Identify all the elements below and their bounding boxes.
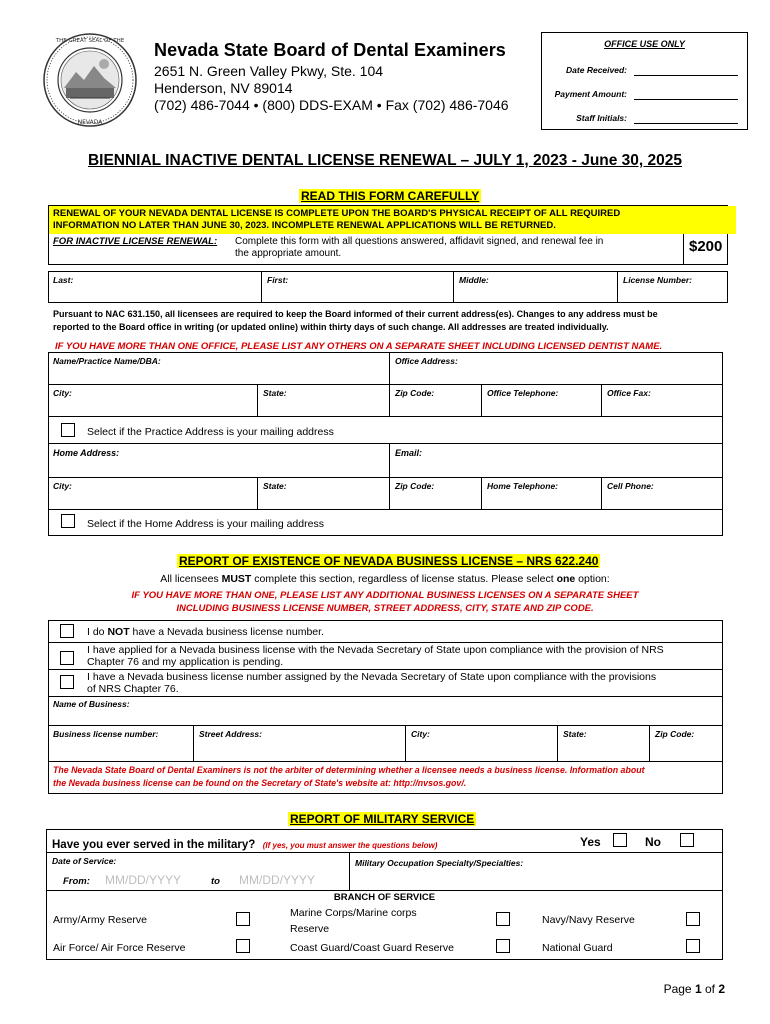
- military-question-note: (If yes, you must answer the questions below): [262, 841, 438, 850]
- applied-business-license-line1: I have applied for a Nevada business license with the Nevada Secretary of State upon compliance with the provision of NRS: [87, 644, 664, 656]
- navy-label: Navy/Navy Reserve: [542, 914, 635, 926]
- home-state-label: State:: [263, 481, 287, 491]
- to-label: to: [211, 876, 220, 887]
- military-question-row: [52, 835, 437, 853]
- nac-text-1: Pursuant to NAC 631.150, all licensees are required to keep the Board informed of their current address(es). Changes to any address must be: [53, 309, 658, 319]
- office-warning: IF YOU HAVE MORE THAN ONE OFFICE, PLEASE LIST ANY OTHERS ON A SEPARATE SHEET INCLUDING LICENSED DENTIST NAME.: [55, 341, 663, 352]
- org-address-1: 2651 N. Green Valley Pkwy, Ste. 104: [154, 63, 384, 79]
- coast-guard-label: Coast Guard/Coast Guard Reserve: [290, 942, 454, 954]
- inactive-text-1: Complete this form with all questions answered, affidavit signed, and renewal fee in: [235, 236, 604, 247]
- state-seal: [42, 32, 138, 128]
- coast-guard-checkbox[interactable]: [496, 939, 510, 953]
- instruction-post: option:: [575, 573, 610, 585]
- business-disclaimer-2: the Nevada business license can be found on the Secretary of State's website at: http://nvsos.gov/.: [53, 778, 467, 788]
- has-business-license-line1: I have a Nevada business license number assigned by the Nevada Secretary of State upon compliance with the provisions: [87, 671, 657, 683]
- date-received-label: Date Received:: [566, 65, 627, 75]
- airforce-label: Air Force/ Air Force Reserve: [53, 942, 186, 954]
- navy-checkbox[interactable]: [686, 912, 700, 926]
- name-row: [48, 271, 728, 303]
- business-instruction: [0, 573, 770, 585]
- renewal-fee: $200: [689, 238, 723, 255]
- home-telephone-label: Home Telephone:: [487, 481, 558, 491]
- office-address-label: Office Address:: [395, 356, 458, 366]
- yes-label: Yes: [580, 835, 601, 849]
- page-number: [664, 982, 725, 996]
- office-fax-label: Office Fax:: [607, 388, 651, 398]
- practice-mailing-label: Select if the Practice Address is your mailing address: [87, 426, 334, 438]
- page-total: 2: [718, 982, 725, 996]
- payment-amount-label: Payment Amount:: [554, 89, 627, 99]
- national-guard-label: National Guard: [542, 942, 613, 954]
- business-zip-label: Zip Code:: [655, 729, 695, 739]
- renewal-notice-box: [48, 205, 728, 265]
- office-telephone-label: Office Telephone:: [487, 388, 559, 398]
- branch-of-service-title: BRANCH OF SERVICE: [333, 892, 436, 903]
- org-name: Nevada State Board of Dental Examiners: [154, 40, 506, 60]
- military-yes-checkbox[interactable]: [613, 833, 627, 847]
- army-label: Army/Army Reserve: [53, 914, 147, 926]
- business-state-label: State:: [563, 729, 587, 739]
- seal-icon: [42, 32, 138, 128]
- marine-label-2: Reserve: [290, 923, 330, 935]
- army-checkbox[interactable]: [236, 912, 250, 926]
- business-block: [48, 620, 723, 794]
- page-pre: Page: [663, 982, 695, 996]
- practice-mailing-checkbox[interactable]: [61, 423, 75, 437]
- home-mailing-checkbox[interactable]: [61, 514, 75, 528]
- business-name-label: Name of Business:: [53, 699, 130, 709]
- service-end-date-input[interactable]: MM/DD/YYYY: [239, 873, 316, 887]
- home-city-label: City:: [53, 481, 72, 491]
- marine-label-1: Marine Corps/Marine corps: [290, 907, 417, 919]
- org-address-2: Henderson, NV 89014: [154, 80, 293, 96]
- opt1-pre: I do: [87, 626, 108, 638]
- org-phones: (702) 486-7044 • (800) DDS-EXAM • Fax (702) 486-7046: [154, 97, 509, 113]
- military-no-checkbox[interactable]: [680, 833, 694, 847]
- first-name-label: First:: [267, 275, 289, 285]
- has-business-license-line2: of NRS Chapter 76.: [87, 683, 179, 695]
- military-heading: REPORT OF MILITARY SERVICE: [290, 812, 475, 826]
- instruction-pre: All licensees: [160, 573, 222, 585]
- no-label: No: [645, 835, 661, 849]
- renewal-notice-line1: RENEWAL OF YOUR NEVADA DENTAL LICENSE IS COMPLETE UPON THE BOARD'S PHYSICAL RECEIPT OF ALL REQUIRED: [53, 208, 621, 219]
- opt1-post: have a Nevada business license number.: [129, 626, 324, 638]
- home-zip-label: Zip Code:: [395, 481, 435, 491]
- home-address-label: Home Address:: [53, 448, 120, 458]
- middle-name-label: Middle:: [459, 275, 489, 285]
- email-label: Email:: [395, 448, 423, 458]
- no-business-license-label: [87, 626, 324, 638]
- date-of-service-label: Date of Service:: [52, 856, 117, 866]
- service-start-date-input[interactable]: MM/DD/YYYY: [105, 873, 182, 887]
- form-title: BIENNIAL INACTIVE DENTAL LICENSE RENEWAL – JULY 1, 2023 - June 30, 2025: [87, 152, 683, 169]
- national-guard-checkbox[interactable]: [686, 939, 700, 953]
- svg-text:THE GREAT SEAL OF THE: THE GREAT SEAL OF THE: [55, 38, 125, 44]
- office-city-label: City:: [53, 388, 72, 398]
- page-num: 1: [694, 982, 702, 996]
- inactive-text-2: the appropriate amount.: [235, 248, 342, 259]
- read-carefully-heading: READ THIS FORM CAREFULLY: [301, 189, 480, 203]
- business-number-label: Business license number:: [53, 729, 159, 739]
- license-number-label: License Number:: [623, 275, 692, 285]
- instruction-must: MUST: [221, 573, 252, 585]
- cell-phone-label: Cell Phone:: [607, 481, 654, 491]
- business-disclaimer-1: The Nevada State Board of Dental Examiners is not the arbiter of determining whether a licensee needs a business license. Information about: [53, 765, 645, 775]
- opt1-not: NOT: [107, 626, 130, 638]
- home-mailing-label: Select if the Home Address is your mailing address: [87, 518, 324, 530]
- applied-business-license-line2: Chapter 76 and my application is pending.: [87, 656, 284, 668]
- business-warning-1: IF YOU HAVE MORE THAN ONE, PLEASE LIST ANY ADDITIONAL BUSINESS LICENSES ON A SEPARATE SHEET: [131, 590, 639, 601]
- military-block: [46, 829, 723, 960]
- has-business-license-checkbox[interactable]: [60, 675, 74, 689]
- office-block: [48, 352, 723, 444]
- military-specialty-label: Military Occupation Specialty/Specialties:: [355, 858, 524, 868]
- from-label: From:: [63, 876, 90, 887]
- business-warning-2: INCLUDING BUSINESS LICENSE NUMBER, STREET ADDRESS, CITY, STATE AND ZIP CODE.: [176, 603, 594, 614]
- airforce-checkbox[interactable]: [236, 939, 250, 953]
- nac-text-2: reported to the Board office in writing (or updated online) within thirty days of such change. All addresses are treated individually.: [53, 322, 609, 332]
- instruction-mid: complete this section, regardless of license status. Please select: [251, 573, 557, 585]
- renewal-notice-line2: INFORMATION NO LATER THAN JUNE 30, 2023. INCOMPLETE RENEWAL APPLICATIONS WILL BE RETURNED.: [53, 220, 556, 231]
- business-city-label: City:: [411, 729, 430, 739]
- business-street-label: Street Address:: [199, 729, 262, 739]
- office-use-box: [541, 32, 748, 130]
- marine-checkbox[interactable]: [496, 912, 510, 926]
- home-block: [48, 444, 723, 536]
- staff-initials-label: Staff Initials:: [576, 113, 627, 123]
- military-question: Have you ever served in the military?: [52, 839, 256, 851]
- instruction-one: one: [556, 573, 576, 585]
- no-business-license-checkbox[interactable]: [60, 624, 74, 638]
- page-mid: of: [701, 982, 719, 996]
- office-state-label: State:: [263, 388, 287, 398]
- inactive-label: FOR INACTIVE LICENSE RENEWAL:: [53, 236, 218, 247]
- office-use-title: OFFICE USE ONLY: [604, 39, 685, 49]
- svg-text:NEVADA: NEVADA: [77, 119, 103, 126]
- last-name-label: Last:: [53, 275, 74, 285]
- applied-business-license-checkbox[interactable]: [60, 651, 74, 665]
- office-zip-label: Zip Code:: [395, 388, 435, 398]
- business-license-heading: REPORT OF EXISTENCE OF NEVADA BUSINESS LICENSE – NRS 622.240: [179, 554, 599, 568]
- practice-name-label: Name/Practice Name/DBA:: [53, 356, 161, 366]
